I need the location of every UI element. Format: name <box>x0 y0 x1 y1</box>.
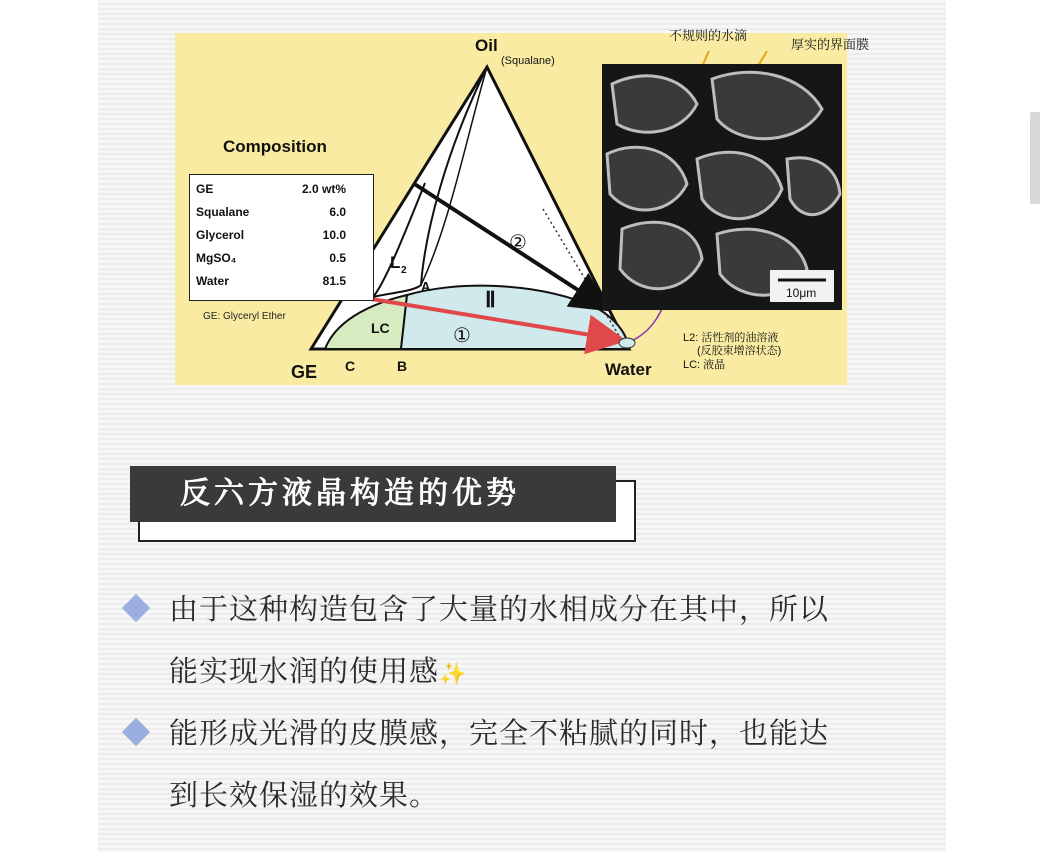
composition-value: 10.0 <box>322 228 346 242</box>
oil-sub-label: (Squalane) <box>501 55 555 67</box>
composition-name: Glycerol <box>196 228 245 242</box>
composition-row <box>196 228 366 248</box>
bullet-line-wrap <box>169 640 467 706</box>
c-label: C <box>345 358 356 374</box>
lc-label: LC <box>371 320 390 336</box>
legend-lc: LC: 液晶 <box>683 359 726 371</box>
bullet-line: 能实现水润的使用感 <box>169 654 440 688</box>
water-label: Water <box>605 360 652 379</box>
annot-droplet: 不规则的水滴 <box>669 28 748 43</box>
ge-label: GE <box>291 362 318 382</box>
legend-l2-a: L2: 活性剂的油溶液 <box>683 332 779 344</box>
composition-name: MgSO₄ <box>196 251 237 265</box>
sem-micrograph <box>602 64 842 310</box>
scale-bar-label: 10μm <box>786 286 817 300</box>
annot-membrane: 厚实的界面膜 <box>791 37 870 52</box>
diamond-bullet-icon <box>122 718 150 746</box>
scrollbar-thumb[interactable] <box>1030 112 1040 204</box>
section-heading <box>130 466 635 542</box>
composition-row <box>196 182 366 202</box>
composition-name: Water <box>196 274 229 288</box>
region-two-label: Ⅱ <box>485 287 496 312</box>
phase-diagram-figure <box>175 28 870 385</box>
bullet-line: 能形成光滑的皮膜感，完全不粘腻的同时，也能达 <box>169 716 830 750</box>
composition-row <box>196 251 366 271</box>
legend-l2-b: (反胶束增溶状态) <box>697 345 782 357</box>
composition-value: 6.0 <box>329 205 346 219</box>
diamond-bullet-icon <box>122 594 150 622</box>
oil-label: Oil <box>475 36 498 55</box>
composition-value: 81.5 <box>322 274 346 288</box>
bullet-line: 由于这种构造包含了大量的水相成分在其中，所以 <box>169 592 830 626</box>
composition-title: Composition <box>223 137 327 156</box>
water-droplet-marker <box>619 338 635 348</box>
composition-name: Squalane <box>196 205 250 219</box>
composition-row <box>196 274 366 294</box>
composition-table <box>189 174 374 301</box>
b-label: B <box>397 358 408 374</box>
arrow-two-label: ② <box>509 232 527 254</box>
composition-value: 0.5 <box>329 251 346 265</box>
composition-row <box>196 205 366 225</box>
composition-value: 2.0 wt% <box>301 182 346 196</box>
bullet-item <box>120 702 900 826</box>
heading-title: 反六方液晶构造的优势 <box>130 466 616 522</box>
l2-label: L <box>390 253 401 272</box>
a-label: A <box>421 279 431 294</box>
bullet-item <box>120 578 900 702</box>
arrow-one-label: ① <box>453 325 471 347</box>
sparkle-icon: ✨ <box>439 662 468 687</box>
l2-sub-label: 2 <box>401 265 407 276</box>
bullet-line: 到长效保湿的效果。 <box>169 778 440 812</box>
composition-note: GE: Glyceryl Ether <box>203 311 286 322</box>
composition-name: GE <box>196 182 214 196</box>
